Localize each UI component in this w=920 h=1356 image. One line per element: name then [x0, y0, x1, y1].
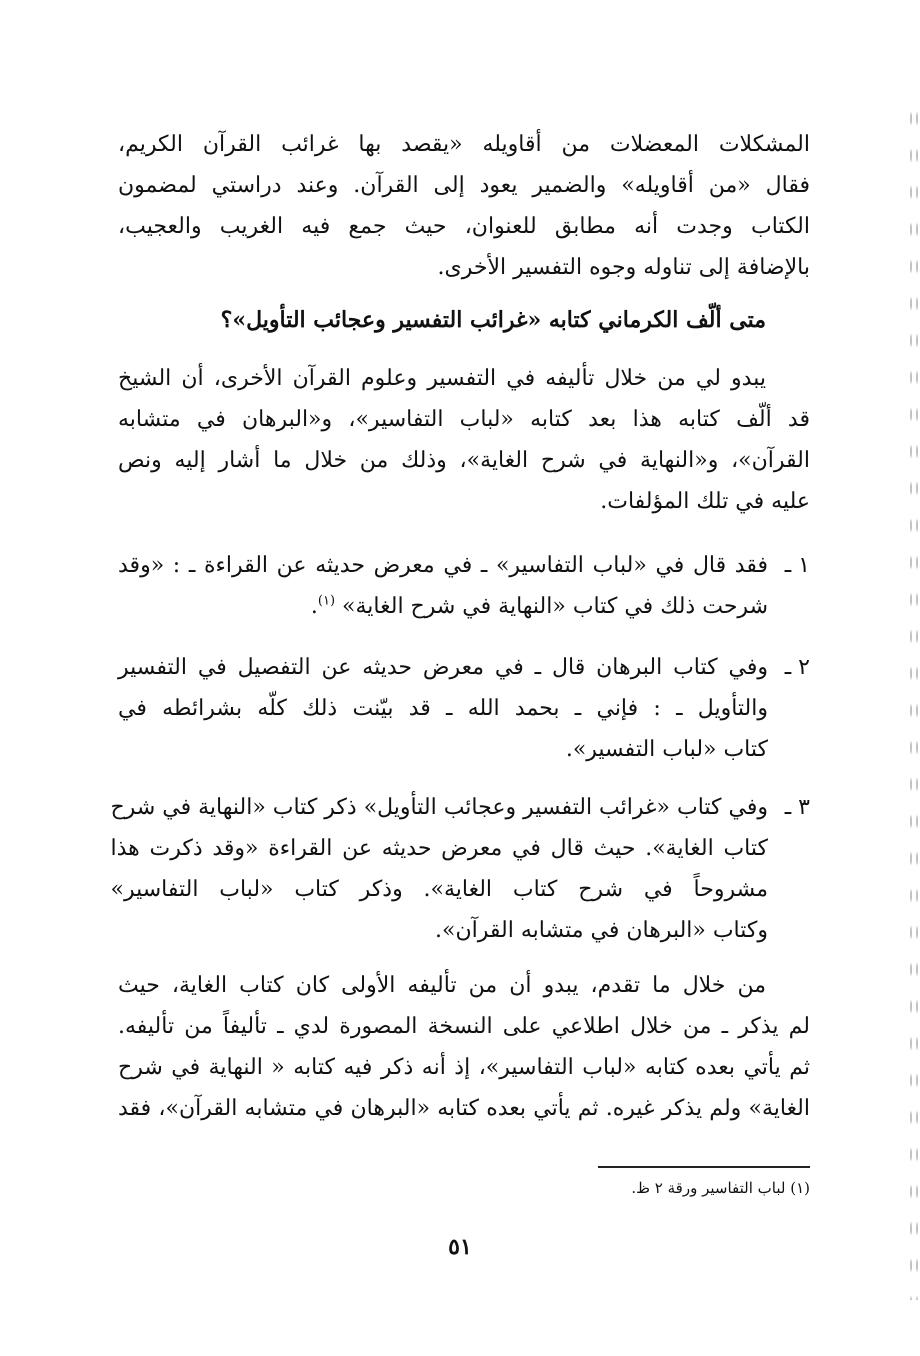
text-line: من خلال ما تقدم، يبدو أن من تأليفه الأولى كان كتاب الغاية، حيث [118, 973, 766, 998]
list-item-number: ١ ـ [784, 553, 810, 578]
scan-edge-artifact [908, 100, 920, 1300]
text-line: كتاب الغاية». حيث قال في معرض حديثه عن القراءة «وقد ذكرت هذا [110, 836, 768, 861]
list-item-body [110, 787, 768, 951]
text-line: وكتاب «البرهان في متشابه القرآن». [435, 918, 768, 943]
intro-paragraph [118, 124, 810, 288]
text-line: ثم يأتي بعده كتابه «لباب التفاسير»، إذ أنه ذكر فيه كتابه « النهاية في شرح [118, 1055, 810, 1080]
list-item-2 [118, 647, 810, 770]
text-line: والتأويل ـ : فإني ـ بحمد الله ـ قد بيّنت ذلك كلّه بشرائطه في [118, 696, 768, 721]
text-line: فقال «من أقاويله» والضمير يعود إلى القرآن. وعند دراستي لمضمون [118, 173, 810, 198]
paragraph-authorship [118, 358, 810, 522]
footnote-divider [598, 1166, 810, 1168]
text-segment: شرحت ذلك في كتاب «النهاية في شرح الغاية» [335, 594, 768, 619]
text-line: لم يذكر ـ من خلال اطلاعي على النسخة المصورة لدي ـ تأليفاً من تأليفه. [118, 1014, 810, 1039]
text-line: وفي كتاب البرهان قال ـ في معرض حديثه عن التفصيل في التفسير [118, 655, 768, 680]
text-line: القرآن»، و«النهاية في شرح الغاية»، وذلك من خلال ما أشار إليه ونص [118, 448, 810, 473]
list-item-body [118, 647, 768, 770]
text-line: بالإضافة إلى تناوله وجوه التفسير الأخرى. [437, 255, 810, 280]
list-item-number: ٣ ـ [784, 795, 810, 820]
text-line: المشكلات المعضلات من أقاويله «يقصد بها غرائب القرآن الكريم، [118, 132, 810, 157]
list-item-3 [110, 787, 810, 951]
text-line: الغاية» ولم يذكر غيره. ثم يأتي بعده كتابه «البرهان في متشابه القرآن»، فقد [118, 1096, 810, 1121]
text-segment: . [310, 594, 318, 619]
footnote: (١) لباب التفاسير ورقة ٢ ظ. [631, 1179, 810, 1197]
text-line: يبدو لي من خلال تأليفه في التفسير وعلوم القرآن الأخرى، أن الشيخ [118, 366, 766, 391]
text-line: عليه في تلك المؤلفات. [600, 489, 810, 514]
text-line: وفي كتاب «غرائب التفسير وعجائب التأويل» ذكر كتاب «النهاية في شرح [110, 795, 768, 820]
list-item-body [118, 545, 768, 627]
page-number: ٥١ [448, 1234, 472, 1260]
footnote-reference[interactable]: (١) [317, 593, 336, 609]
list-item-1 [118, 545, 810, 627]
section-question-heading [118, 300, 810, 341]
text-line: مشروحاً في شرح كتاب الغاية». وذكر كتاب «لباب التفاسير» [110, 877, 768, 902]
question-text: متى ألّف الكرماني كتابه «غرائب التفسير وعجائب التأويل»؟ [220, 307, 766, 333]
text-line: الكتاب وجدت أنه مطابق للعنوان، حيث جمع فيه الغريب والعجيب، [118, 214, 810, 239]
text-line: فقد قال في «لباب التفاسير» ـ في معرض حديثه عن القراءة ـ : «وقد [118, 553, 768, 578]
text-line: كتاب «لباب التفسير». [565, 737, 768, 762]
list-item-number: ٢ ـ [784, 655, 810, 680]
paragraph-conclusion [118, 965, 810, 1129]
text-line: قد ألّف كتابه هذا بعد كتابه «لباب التفاسير»، و«البرهان في متشابه [118, 407, 810, 432]
text-line-with-footnote [118, 586, 768, 627]
